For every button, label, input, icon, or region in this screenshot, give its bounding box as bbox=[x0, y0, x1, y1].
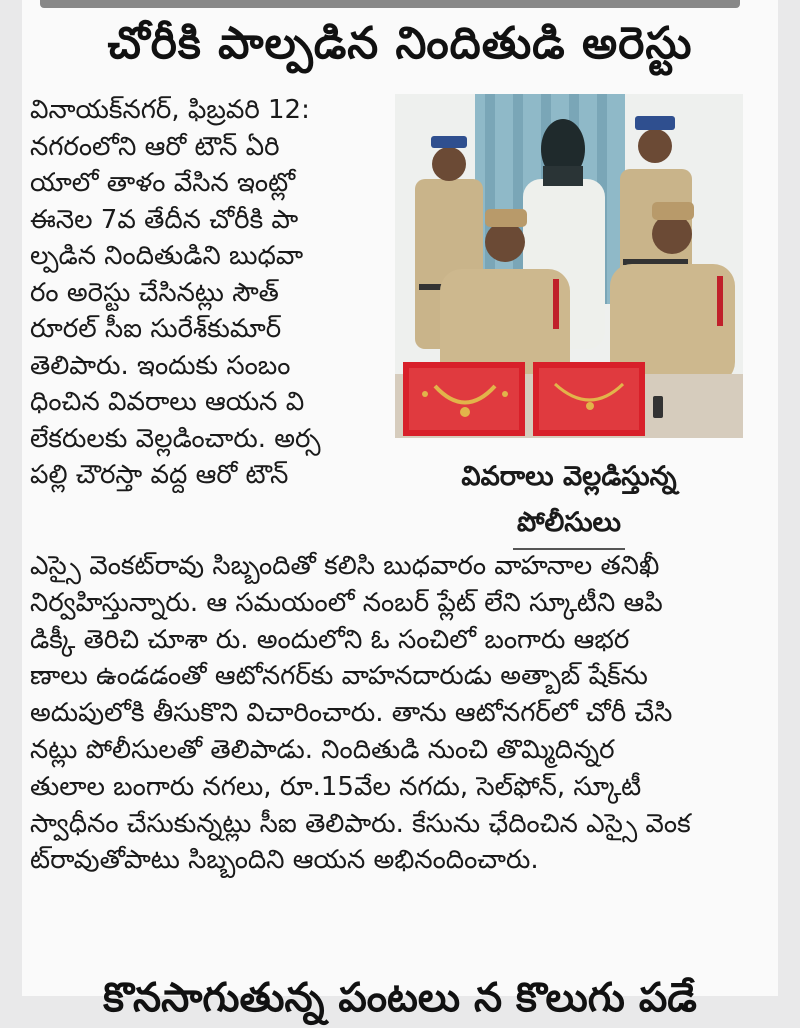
body-line: యాలో తాళం వేసిన ఇంట్లో bbox=[30, 168, 296, 198]
body-line: ట్‌రావుతోపాటు సిబ్బందిని ఆయన అభినందించారు. bbox=[30, 845, 539, 876]
body-line: నగరంలోని ఆరో టౌన్ ఏరి bbox=[30, 131, 280, 162]
caption-line: పోలీసులు bbox=[516, 507, 622, 538]
body-line: ణాలు ఉండడంతో ఆటోనగర్‌కు వాహనదారుడు అత్బాబ్ షేక్‌ను bbox=[30, 661, 648, 692]
body-line: అదుపులోకి తీసుకొని విచారించారు. తాను ఆటోనగర్‌లో చోరీ చేసి bbox=[30, 698, 673, 729]
article-body-column bbox=[30, 92, 362, 494]
body-line: పల్లి చౌరస్తా వద్ద ఆరో టౌన్ bbox=[30, 460, 289, 490]
body-line: స్వాధీనం చేసుకున్నట్లు సీఐ తెలిపారు. కేసును ఛేదించిన ఎస్సై వెంక bbox=[30, 808, 691, 839]
body-line: ఎస్సై వెంకట్‌రావు సిబ్బందితో కలిసి బుధవారం వాహనాల తనిఖీ bbox=[30, 551, 660, 581]
jewellery-box-icon bbox=[403, 362, 525, 436]
body-line: లేకరులకు వెల్లడించారు. అర్స bbox=[30, 423, 321, 454]
body-line: ధించిన వివరాలు ఆయన వి bbox=[30, 387, 305, 417]
previous-article-fragment bbox=[40, 0, 740, 10]
photo-caption bbox=[395, 454, 743, 546]
article-headline: చోరీకి పాల్పడిన నిందితుడి అరెస్టు bbox=[107, 18, 693, 69]
body-line: డిక్కీ తెరిచి చూశా రు. అందులోని ఓ సంచిలో బంగారు ఆభర bbox=[30, 624, 630, 655]
body-line: తెలిపారు. ఇందుకు సంబం bbox=[30, 350, 291, 381]
caption-line: వివరాలు వెల్లడిస్తున్న bbox=[461, 461, 677, 492]
jewellery-box-icon bbox=[533, 362, 645, 436]
body-line: ల్పడిన నిందితుడిని బుధవా bbox=[30, 241, 304, 271]
news-photo bbox=[395, 94, 743, 438]
body-line: ఈనెల 7వ తేదీన చోరీకి పా bbox=[30, 204, 299, 235]
body-line: నిర్వహిస్తున్నారు. ఆ సమయంలో నంబర్ ప్లేట్ లేని స్కూటీని ఆపి bbox=[30, 587, 663, 618]
body-line: రం అరెస్టు చేసినట్లు సౌత్ bbox=[30, 277, 279, 308]
next-article-headline-fragment: కొనసాగుతున్న పంటలు న కొలుగు పడే bbox=[103, 975, 697, 1021]
article-body-full-width bbox=[30, 548, 770, 879]
body-line: నట్లు పోలీసులతో తెలిపాడు. నిందితుడి నుంచి తొమ్మిదిన్నర bbox=[30, 734, 615, 765]
body-line: తులాల బంగారు నగలు, రూ.15వేల నగదు, సెల్‌ఫోన్, స్కూటీ bbox=[30, 771, 642, 802]
body-line: రూరల్ సీఐ సురేశ్‌కుమార్ bbox=[30, 314, 282, 344]
body-line: వినాయక్‌నగర్, ఫిబ్రవరి 12: bbox=[30, 95, 310, 125]
